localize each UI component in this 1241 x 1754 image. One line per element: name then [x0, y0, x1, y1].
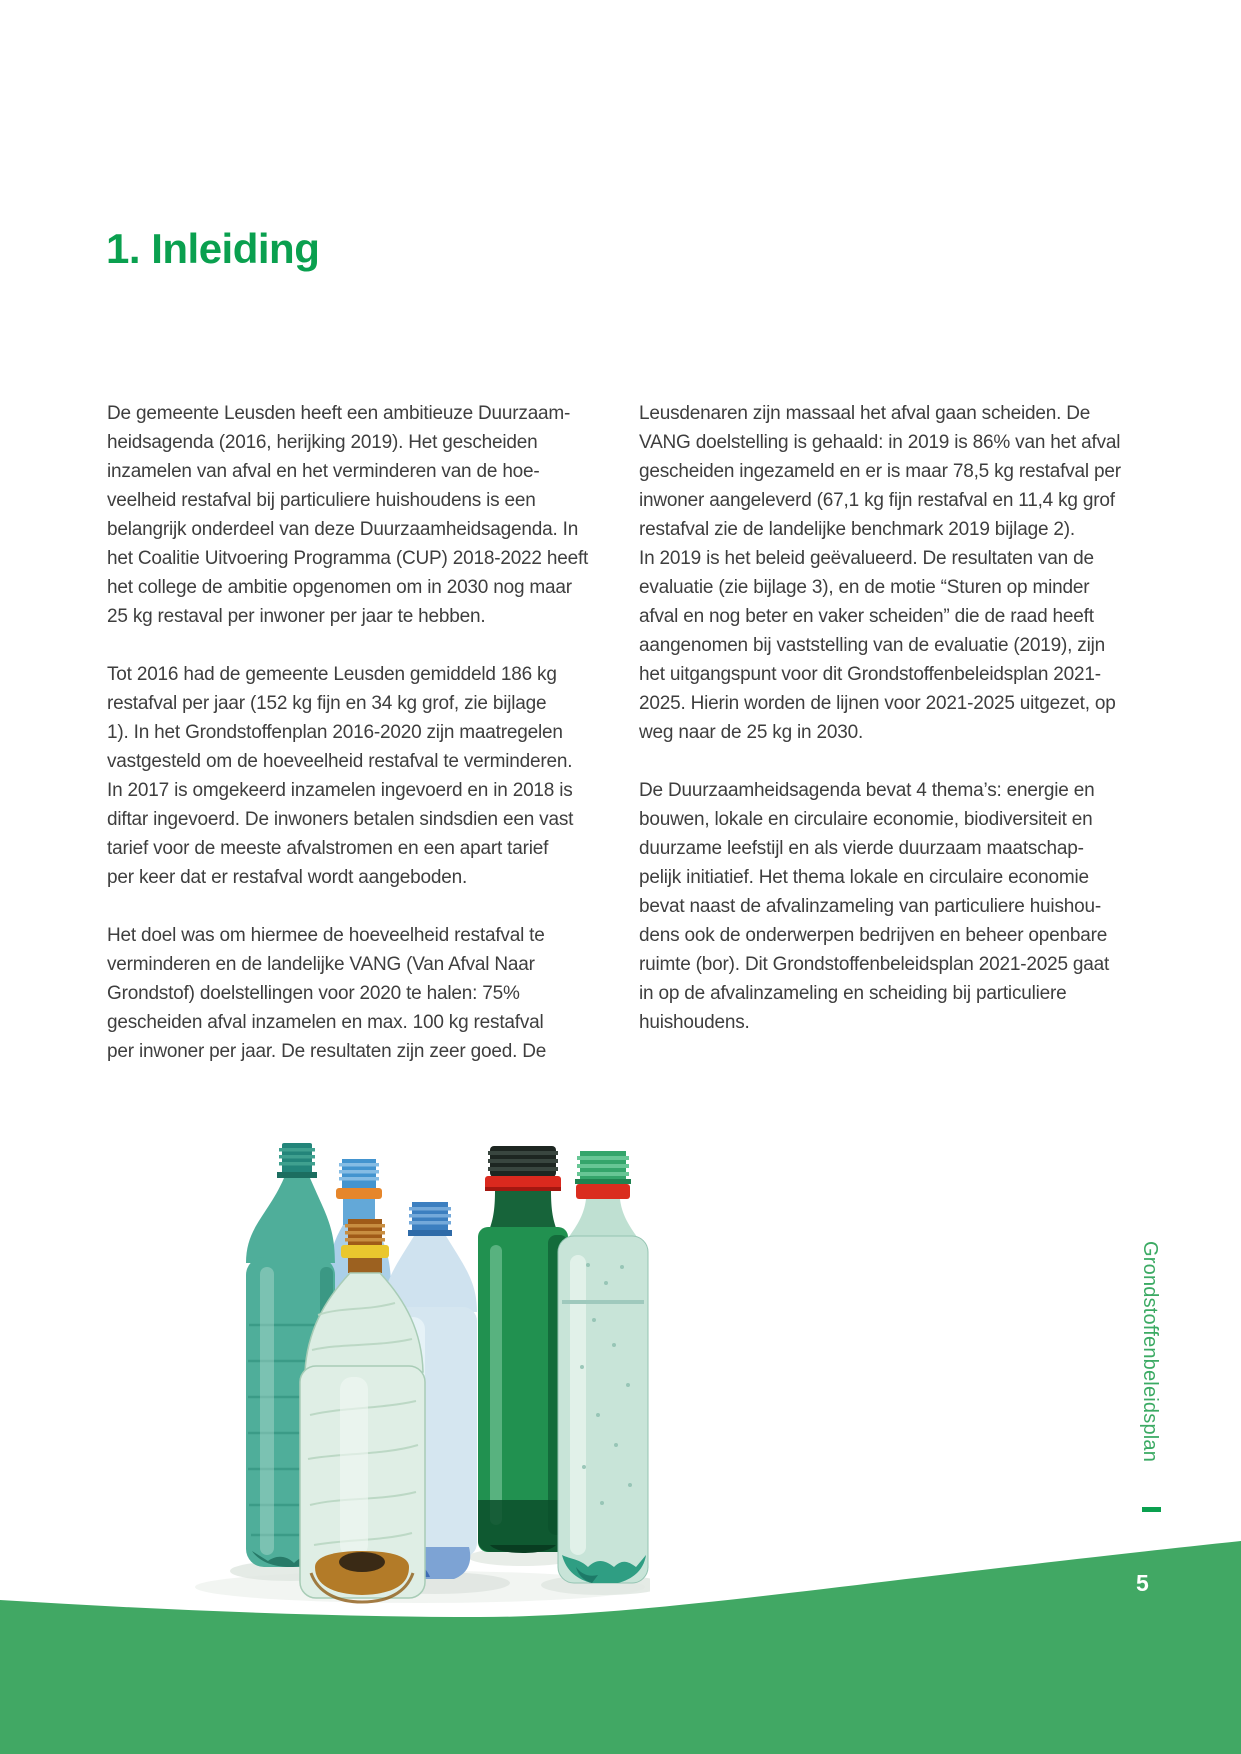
text-line: verminderen en de landelijke VANG (Van Afval Naar — [107, 954, 535, 975]
text-line: gescheiden ingezameld en er is maar 78,5 kg restafval per — [639, 461, 1121, 482]
text-line: Tot 2016 had de gemeente Leusden gemiddeld 186 kg — [107, 664, 557, 685]
text-line: het uitgangspunt voor dit Grondstoffenbeleidsplan 2021- — [639, 664, 1101, 685]
text-line: duurzame leefstijl en als vierde duurzaam maatschap- — [639, 838, 1084, 859]
text-line: huishoudens. — [639, 1012, 750, 1033]
text-line: vastgesteld om de hoeveelheid restafval te verminderen. — [107, 751, 573, 772]
text-line: heidsagenda (2016, herijking 2019). Het gescheiden — [107, 432, 538, 453]
text-line: per keer dat er restafval wordt aangeboden. — [107, 867, 468, 888]
text-line: De Duurzaamheidsagenda bevat 4 thema’s: energie en — [639, 780, 1095, 801]
text-line: ruimte (bor). Dit Grondstoffenbeleidsplan 2021-2025 gaat — [639, 954, 1110, 975]
text-line: bouwen, lokale en circulaire economie, biodiversiteit en — [639, 809, 1093, 830]
paragraph — [639, 399, 1126, 747]
text-line: per inwoner per jaar. De resultaten zijn zeer goed. De — [107, 1041, 547, 1062]
text-line: In 2019 is het beleid geëvalueerd. De resultaten van de — [639, 548, 1094, 569]
text-line: 1). In het Grondstoffenplan 2016-2020 zijn maatregelen — [107, 722, 563, 743]
text-line: bevat naast de afvalinzameling van particuliere huishou- — [639, 896, 1101, 917]
text-line: Grondstof) doelstellingen voor 2020 te halen: 75% — [107, 983, 520, 1004]
sidebar-vertical-title: Grondstoffenbeleidsplan — [1139, 1241, 1161, 1463]
text-line: veelheid restafval bij particuliere huishoudens is een — [107, 490, 536, 511]
text-line: In 2017 is omgekeerd inzamelen ingevoerd en in 2018 is — [107, 780, 573, 801]
paragraph — [107, 921, 594, 1066]
paragraph — [639, 776, 1126, 1037]
text-line: 25 kg restaval per inwoner per jaar te hebben. — [107, 606, 486, 627]
text-line: diftar ingevoerd. De inwoners betalen sindsdien een vast — [107, 809, 574, 830]
text-line: VANG doelstelling is gehaald: in 2019 is 86% van het afval — [639, 432, 1121, 453]
text-line: pelijk initiatief. Het thema lokale en circulaire economie — [639, 867, 1089, 888]
text-line: dens ook de onderwerpen bedrijven en beheer openbare — [639, 925, 1108, 946]
paragraph — [107, 399, 594, 631]
text-line: tarief voor de meeste afvalstromen en een apart tarief — [107, 838, 549, 859]
right-column — [639, 399, 1126, 1066]
page-number: 5 — [1136, 1570, 1149, 1596]
text-line: restafval per jaar (152 kg fijn en 34 kg grof, zie bijlage — [107, 693, 547, 714]
text-line: in op de afvalinzameling en scheiding bij particuliere — [639, 983, 1067, 1004]
text-line: het college de ambitie opgenomen om in 2030 nog maar — [107, 577, 572, 598]
text-line: Leusdenaren zijn massaal het afval gaan scheiden. De — [639, 403, 1091, 424]
text-line: Het doel was om hiermee de hoeveelheid restafval te — [107, 925, 545, 946]
text-line: evaluatie (zie bijlage 3), en de motie “Sturen op minder — [639, 577, 1090, 598]
sidebar-dash — [1142, 1507, 1161, 1512]
footer-wave — [0, 1530, 1241, 1754]
paragraph — [107, 660, 594, 892]
bottle-pale-green-red-ring — [558, 1151, 648, 1583]
text-line: inwoner aangeleverd (67,1 kg fijn restafval en 11,4 kg grof — [639, 490, 1115, 511]
body-text — [107, 399, 1127, 1066]
text-line: gescheiden afval inzamelen en max. 100 kg restafval — [107, 1012, 544, 1033]
text-line: restafval zie de landelijke benchmark 2019 bijlage 2). — [639, 519, 1075, 540]
page-title: 1. Inleiding — [106, 225, 320, 272]
text-line: 2025. Hierin worden de lijnen voor 2021-2025 uitgezet, op — [639, 693, 1116, 714]
text-line: afval en nog beter en vaker scheiden” die de raad heeft — [639, 606, 1094, 627]
text-line: weg naar de 25 kg in 2030. — [639, 722, 864, 743]
text-line: belangrijk onderdeel van deze Duurzaamheidsagenda. In — [107, 519, 579, 540]
text-line: De gemeente Leusden heeft een ambitieuze Duurzaam- — [107, 403, 571, 424]
bottle-green-red-ring — [478, 1146, 568, 1553]
text-line: inzamelen van afval en het verminderen van de hoe- — [107, 461, 540, 482]
text-line: het Coalitie Uitvoering Programma (CUP) 2018-2022 heeft — [107, 548, 589, 569]
text-line: aangenomen bij vaststelling van de evaluatie (2019), zijn — [639, 635, 1106, 656]
left-column — [107, 399, 594, 1066]
